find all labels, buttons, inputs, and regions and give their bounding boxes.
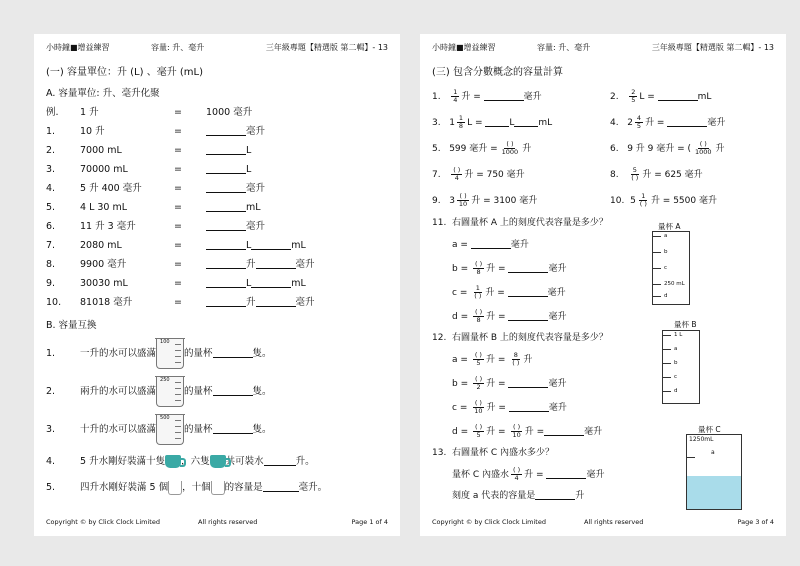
fraction-numerator: 8 xyxy=(513,351,518,359)
row-number: 10. xyxy=(610,196,625,206)
answer-blank[interactable] xyxy=(484,89,524,101)
answer-blank[interactable] xyxy=(535,488,575,500)
equals-sign: = xyxy=(174,164,182,175)
unit-label: 毫升 xyxy=(548,312,567,322)
unit-label: 毫升 xyxy=(707,118,726,128)
answer-row xyxy=(432,281,774,305)
point-label: b xyxy=(452,264,458,274)
unit-label: mL xyxy=(697,92,712,102)
unit-label: 毫升 xyxy=(510,240,529,250)
equals-sign: = xyxy=(174,278,182,289)
answer-blank[interactable] xyxy=(508,285,548,297)
question-text: 升。 xyxy=(295,456,315,467)
conversion-list xyxy=(46,122,388,312)
fraction-denominator: 8 xyxy=(476,268,481,276)
row-question: 70000 mL xyxy=(80,164,128,175)
question-row: 7. $\frac{( )}{4}$ 升 = 750 毫升 8. $\frac{5}{( )}$ 升 = 625 毫升 xyxy=(432,166,703,182)
answer-area xyxy=(206,198,261,217)
fraction-numerator: ( ) xyxy=(474,399,482,407)
cylinder-c-title: 量杯 C xyxy=(698,425,721,434)
fraction-numerator: 1 xyxy=(475,284,480,292)
question-text: 5 升水剛好裝滿十隻 xyxy=(80,456,166,467)
footer-page-number: Page 1 of 4 xyxy=(351,518,388,526)
cup-icon xyxy=(168,481,182,495)
equals-sign: = xyxy=(174,145,182,156)
fraction-numerator: ( ) xyxy=(474,351,482,359)
row-number: 3. xyxy=(46,164,56,175)
question-row xyxy=(432,84,774,110)
answer-blank[interactable] xyxy=(514,115,538,127)
header-brand: 小時鐘■增益練習 xyxy=(46,43,110,52)
page-header xyxy=(46,42,388,54)
cylinder-a-title: 量杯 A xyxy=(658,222,681,231)
row-number: 3. xyxy=(46,424,56,435)
answer-blank[interactable] xyxy=(471,237,511,249)
row-number: 5. xyxy=(432,144,441,154)
cylinder-mark-label: c xyxy=(674,374,678,380)
unit-label: 毫升 xyxy=(295,297,315,308)
equals-sign: = xyxy=(460,264,469,274)
question-row xyxy=(432,329,774,348)
footer-page-number: Page 3 of 4 xyxy=(737,518,774,526)
fraction xyxy=(473,352,484,367)
fraction xyxy=(473,309,484,324)
answer-area xyxy=(206,179,265,198)
unit-label: L xyxy=(246,240,252,251)
equals-sign: = xyxy=(174,107,182,118)
unit-label: 毫升 xyxy=(584,427,603,437)
fraction-denominator: 8 xyxy=(476,316,481,324)
unit-label: 升 xyxy=(246,259,256,270)
answer-row xyxy=(432,233,774,257)
unit-label: 隻。 xyxy=(252,424,272,435)
question-text: 升 = xyxy=(486,403,506,413)
question-row xyxy=(46,475,388,501)
answer-blank[interactable] xyxy=(544,424,584,436)
unit-label: L xyxy=(246,164,252,175)
fraction-denominator: 10 xyxy=(512,431,521,439)
conversion-row xyxy=(46,141,388,160)
fraction: $\frac{1}{( )}$ xyxy=(639,192,647,208)
fraction xyxy=(510,352,521,367)
row-number: 5. xyxy=(46,482,56,493)
row-question: 7000 mL xyxy=(80,145,122,156)
point-label: b xyxy=(452,379,458,389)
row-question: 11 升 3 毫升 xyxy=(80,221,136,232)
question-text: L = xyxy=(467,118,483,128)
row-number: 2. xyxy=(610,92,619,102)
answer-blank[interactable] xyxy=(485,115,509,127)
answer-blank[interactable] xyxy=(658,89,698,101)
page-body xyxy=(46,62,388,501)
fraction-denominator: ( ) xyxy=(474,292,482,300)
row-number: 6. xyxy=(46,221,56,232)
unit-label: 升 xyxy=(523,355,533,365)
question-text: 升 = xyxy=(645,118,665,128)
row-number: 4. xyxy=(46,456,56,467)
question-text: 升 = xyxy=(486,427,506,437)
row-number: 5. xyxy=(46,202,56,213)
question-row: 9. 3 $\frac{( )}{10}$ 升 = 3100 毫升 10. 5 $\frac{1}{( )}$ 升 = 5500 毫升 xyxy=(432,192,717,208)
fraction: $\frac{( )}{4}$ xyxy=(513,466,521,482)
answer-blank[interactable] xyxy=(206,276,246,288)
answer-row xyxy=(432,396,774,420)
row-number: 3. xyxy=(432,118,441,128)
equals-sign: = xyxy=(459,403,468,413)
fraction xyxy=(473,376,484,391)
row-number: 7. xyxy=(432,170,441,180)
header-series: 三年級專題【精選版 第二輯】- 13 xyxy=(265,43,388,52)
water-fill xyxy=(687,476,741,509)
answer-area xyxy=(206,141,251,160)
question-row xyxy=(46,335,388,373)
page-left xyxy=(34,34,400,536)
q11-answer-list xyxy=(432,233,774,329)
row-number: 2. xyxy=(46,386,56,397)
answer-blank[interactable] xyxy=(206,143,246,155)
row-question: 10 升 xyxy=(80,126,105,137)
footer-rights: All rights reserved xyxy=(584,518,644,526)
cylinder-mark-label: d xyxy=(664,293,668,299)
row-number: 10. xyxy=(46,297,62,308)
unit-label: 隻。 xyxy=(252,386,272,397)
row-number: 1. xyxy=(46,126,56,137)
measuring-cylinder-c xyxy=(686,434,742,510)
question-row xyxy=(46,449,388,475)
unit-label: mL xyxy=(291,240,306,251)
answer-blank[interactable] xyxy=(213,422,253,434)
cup-icon xyxy=(211,481,225,495)
row-question: 81018 毫升 xyxy=(80,297,133,308)
answer-blank[interactable] xyxy=(256,295,296,307)
fraction xyxy=(472,285,483,300)
answer-blank[interactable] xyxy=(251,276,291,288)
question-text: 升 = xyxy=(486,379,506,389)
answer-blank[interactable] xyxy=(206,295,246,307)
fraction: $\frac{2}{5}$ xyxy=(631,88,636,104)
row-number: 9. xyxy=(46,278,56,289)
unit-label: 升 xyxy=(246,297,256,308)
conversion-row xyxy=(46,274,388,293)
question-text: 共可裝水 xyxy=(225,456,264,467)
cup-capacity-label: 250 xyxy=(160,377,170,383)
section-title: (三) 包含分數概念的容量計算 xyxy=(432,67,563,78)
page-footer xyxy=(46,518,388,528)
page-footer xyxy=(432,518,774,528)
question-text: 的量杯 xyxy=(184,424,213,435)
answer-blank[interactable] xyxy=(206,257,246,269)
row-question: 1 升 xyxy=(80,107,99,118)
header-brand: 小時鐘■增益練習 xyxy=(432,43,496,52)
row-number: 例. xyxy=(46,107,59,118)
answer-row: 量杯 C 內盛水 $\frac{( )}{4}$ 升 = 毫升 xyxy=(452,466,605,482)
subsection-title: A. 容量單位: 升、毫升化聚 xyxy=(46,88,160,99)
answer-blank[interactable] xyxy=(206,238,246,250)
question-text: 兩升的水可以盛滿 xyxy=(80,386,157,397)
conversion-row xyxy=(46,236,388,255)
equals-sign: = xyxy=(174,183,182,194)
question-text: 升 = xyxy=(461,92,481,102)
fraction: $\frac{( )}{1000}$ xyxy=(501,140,519,156)
unit-label: 毫升 xyxy=(523,92,542,102)
fraction-denominator: 10 xyxy=(474,407,483,415)
mug-icon xyxy=(210,455,226,468)
answer-blank[interactable] xyxy=(206,181,246,193)
row-number: 4. xyxy=(46,183,56,194)
capacity-exchange-list xyxy=(46,335,388,449)
conversion-row xyxy=(46,293,388,312)
unit-label: 毫升 xyxy=(246,183,266,194)
equals-sign: = xyxy=(174,221,182,232)
question-line xyxy=(80,411,272,449)
question-text: 的容量是 xyxy=(224,482,263,493)
equals-sign: = xyxy=(174,297,182,308)
conversion-row xyxy=(46,122,388,141)
section-title: (一) 容量單位：升 (L) 、毫升 (mL) xyxy=(46,67,204,78)
cup-capacity-label: 100 xyxy=(160,339,170,345)
fraction: $\frac{( )}{1000}$ xyxy=(695,140,712,156)
answer-blank[interactable] xyxy=(509,400,549,412)
fraction-numerator: ( ) xyxy=(475,260,483,268)
point-label: d xyxy=(452,427,458,437)
unit-label: 毫升 xyxy=(548,403,567,413)
footer-copyright: Copyright © by Click Clock Limited xyxy=(46,518,160,526)
question-text: ，六隻 xyxy=(181,456,210,467)
question-text: 的量杯 xyxy=(184,348,213,359)
cylinder-mark-label: c xyxy=(664,265,668,271)
point-label: d xyxy=(452,312,458,322)
question-text: 毫升。 xyxy=(298,482,328,493)
cylinder-mark-label: b xyxy=(674,360,678,366)
fraction: $\frac{( )}{10}$ xyxy=(458,192,468,208)
cylinder-mark-label: 250 mL xyxy=(664,281,685,287)
answer-row: 刻度 a 代表的容量是 升 xyxy=(432,487,774,506)
mug-icon xyxy=(165,455,181,468)
answer-blank[interactable] xyxy=(546,467,586,479)
unit-label: mL xyxy=(246,202,261,213)
answer-blank[interactable] xyxy=(667,115,707,127)
conversion-row xyxy=(46,255,388,274)
fraction xyxy=(473,424,484,439)
question-text: 右圖量杯 B 上的刻度代表容量是多少？ xyxy=(452,333,608,343)
question-row xyxy=(432,214,774,233)
fraction-denominator: ( ) xyxy=(512,359,520,367)
answer-blank[interactable] xyxy=(251,238,291,250)
conversion-row xyxy=(46,217,388,236)
fraction: $\frac{1}{4}$ xyxy=(453,88,458,104)
row-number: 1. xyxy=(46,348,56,359)
row-question: 2080 mL xyxy=(80,240,122,251)
question-text: 四升水剛好裝滿 5 個 xyxy=(80,482,169,493)
cup-capacity-label: 500 xyxy=(160,415,170,421)
cylinder-mark-label: a xyxy=(664,233,668,239)
question-text: 升 = xyxy=(486,264,506,274)
point-label: a xyxy=(452,355,458,365)
fraction: $\frac{( )}{4}$ xyxy=(453,166,461,182)
question-text: 一升的水可以盛滿 xyxy=(80,348,157,359)
question-row xyxy=(46,411,388,449)
equals-sign: = xyxy=(460,240,468,250)
row-number: 4. xyxy=(610,118,619,128)
unit-label: 隻。 xyxy=(252,348,272,359)
conversion-row xyxy=(46,179,388,198)
row-number: 7. xyxy=(46,240,56,251)
fraction-denominator: 5 xyxy=(476,431,481,439)
answer-blank[interactable] xyxy=(256,257,296,269)
page-header xyxy=(432,42,774,54)
question-text: ，十個 xyxy=(182,482,211,493)
row-number: 1. xyxy=(432,92,441,102)
answer-blank[interactable] xyxy=(213,384,253,396)
answer-blank[interactable] xyxy=(264,454,296,466)
answer-row xyxy=(432,257,774,281)
equals-sign: = xyxy=(460,379,469,389)
cylinder-mark-label: d xyxy=(674,388,678,394)
measuring-cup-icon xyxy=(156,338,184,369)
answer-row xyxy=(432,372,774,396)
equals-sign: = xyxy=(174,259,182,270)
question-text: 升 = xyxy=(485,288,505,298)
header-topic: 容量: 升、毫升 xyxy=(151,43,205,52)
question-row xyxy=(46,373,388,411)
answer-area xyxy=(206,217,265,236)
equals-sign: = xyxy=(459,288,468,298)
fraction xyxy=(473,261,484,276)
question-row: 5. 599 毫升 = $\frac{( )}{1000}$ 升 6. 9 升 9 毫升 = ( $\frac{( )}{1000}$ 升 xyxy=(432,140,725,156)
equals-sign: = xyxy=(174,126,182,137)
cylinder-top-label: 1250mL xyxy=(689,436,714,443)
equals-sign: = xyxy=(460,427,469,437)
fraction-numerator: ( ) xyxy=(475,423,483,431)
answer-blank[interactable] xyxy=(508,309,548,321)
unit-label: L xyxy=(246,278,252,289)
fraction xyxy=(472,400,484,415)
unit-label: 毫升 xyxy=(548,379,567,389)
answer-row xyxy=(432,305,774,329)
question-line xyxy=(80,335,272,373)
row-number: 8. xyxy=(610,170,619,180)
question-text: 十升的水可以盛滿 xyxy=(80,424,157,435)
header-series: 三年級專題【精選版 第二輯】- 13 xyxy=(651,43,774,52)
unit-label: 毫升 xyxy=(547,288,566,298)
row-question: 5 升 400 毫升 xyxy=(80,183,142,194)
answer-blank[interactable] xyxy=(206,219,246,231)
question-text: 的量杯 xyxy=(184,386,213,397)
page-right xyxy=(420,34,786,536)
fraction-numerator: ( ) xyxy=(475,308,483,316)
question-text: L = xyxy=(639,92,655,102)
fraction: $\frac{5}{( )}$ xyxy=(631,166,639,182)
cylinder-b-title: 量杯 B xyxy=(674,320,697,329)
question-row: 3. 1 $\frac{1}{8}$ L = L mL 4. 2 $\frac{4}{5}$ 升 = 毫升 xyxy=(432,114,726,130)
answer-area xyxy=(206,160,251,179)
row-number: 11. xyxy=(432,218,447,228)
footer-rights: All rights reserved xyxy=(198,518,258,526)
answer-row xyxy=(432,348,774,372)
unit-label: 毫升 xyxy=(295,259,315,270)
conversion-row xyxy=(46,198,388,217)
measuring-cup-icon xyxy=(156,414,184,445)
footer-copyright: Copyright © by Click Clock Limited xyxy=(432,518,546,526)
row-number: 8. xyxy=(46,259,56,270)
row-number: 9. xyxy=(432,196,441,206)
answer-area xyxy=(206,122,265,141)
header-topic: 容量: 升、毫升 xyxy=(537,43,591,52)
unit-label: mL xyxy=(291,278,306,289)
measuring-cup-icon xyxy=(156,376,184,407)
cylinder-mark-label: a xyxy=(711,449,715,456)
question-text: 升 = xyxy=(485,355,506,365)
answer-blank[interactable] xyxy=(213,346,253,358)
question-text: 右圖量杯 C 內盛水多少？ xyxy=(452,448,555,458)
answer-blank[interactable] xyxy=(508,261,548,273)
cylinder-mark-label: 1 L xyxy=(674,332,683,338)
answer-blank[interactable] xyxy=(206,124,246,136)
example-answer: 1000 毫升 xyxy=(206,107,253,118)
subsection-title: B. 容量互換 xyxy=(46,320,97,331)
unit-label: L xyxy=(246,145,252,156)
point-label: c xyxy=(452,403,457,413)
point-label: a xyxy=(452,240,458,250)
answer-blank[interactable] xyxy=(206,200,246,212)
fraction-denominator: 2 xyxy=(476,383,481,391)
fraction-denominator: 5 xyxy=(476,359,481,367)
answer-area xyxy=(206,293,315,312)
unit-label: 毫升 xyxy=(246,221,266,232)
measuring-cylinder-a xyxy=(652,231,690,305)
equals-sign: = xyxy=(174,240,182,251)
fraction-numerator: ( ) xyxy=(475,375,483,383)
row-number: 12. xyxy=(432,333,447,343)
unit-label: 毫升 xyxy=(246,126,266,137)
row-question: 30030 mL xyxy=(80,278,128,289)
measuring-cylinder-b xyxy=(662,330,700,404)
fraction xyxy=(510,424,522,439)
row-question: 4 L 30 mL xyxy=(80,202,128,213)
answer-blank[interactable] xyxy=(508,376,548,388)
question-text: 右圖量杯 A 上的刻度代表容量是多少？ xyxy=(452,218,608,228)
fraction: $\frac{1}{8}$ xyxy=(458,114,464,130)
point-label: c xyxy=(452,288,457,298)
answer-area xyxy=(206,236,306,255)
fraction: $\frac{4}{5}$ xyxy=(636,114,642,130)
conversion-row xyxy=(46,160,388,179)
question-text: 升 = xyxy=(486,312,506,322)
row-number: 6. xyxy=(610,144,619,154)
row-question: 9900 毫升 xyxy=(80,259,127,270)
answer-area xyxy=(206,255,315,274)
equals-sign: = xyxy=(460,312,469,322)
example-row xyxy=(46,103,388,122)
answer-blank[interactable] xyxy=(206,162,246,174)
row-number: 13. xyxy=(432,448,447,458)
cylinder-mark-label: a xyxy=(674,346,678,352)
equals-sign: = xyxy=(174,202,182,213)
equals-sign: = xyxy=(460,355,468,365)
q12-answer-list xyxy=(432,348,774,444)
answer-blank[interactable] xyxy=(263,480,299,492)
fraction-numerator: ( ) xyxy=(513,423,521,431)
answer-area xyxy=(206,274,306,293)
question-line xyxy=(80,373,272,411)
unit-label: 毫升 xyxy=(548,264,567,274)
row-number: 2. xyxy=(46,145,56,156)
cylinder-mark-label: b xyxy=(664,249,668,255)
question-text: 升 = xyxy=(524,427,545,437)
